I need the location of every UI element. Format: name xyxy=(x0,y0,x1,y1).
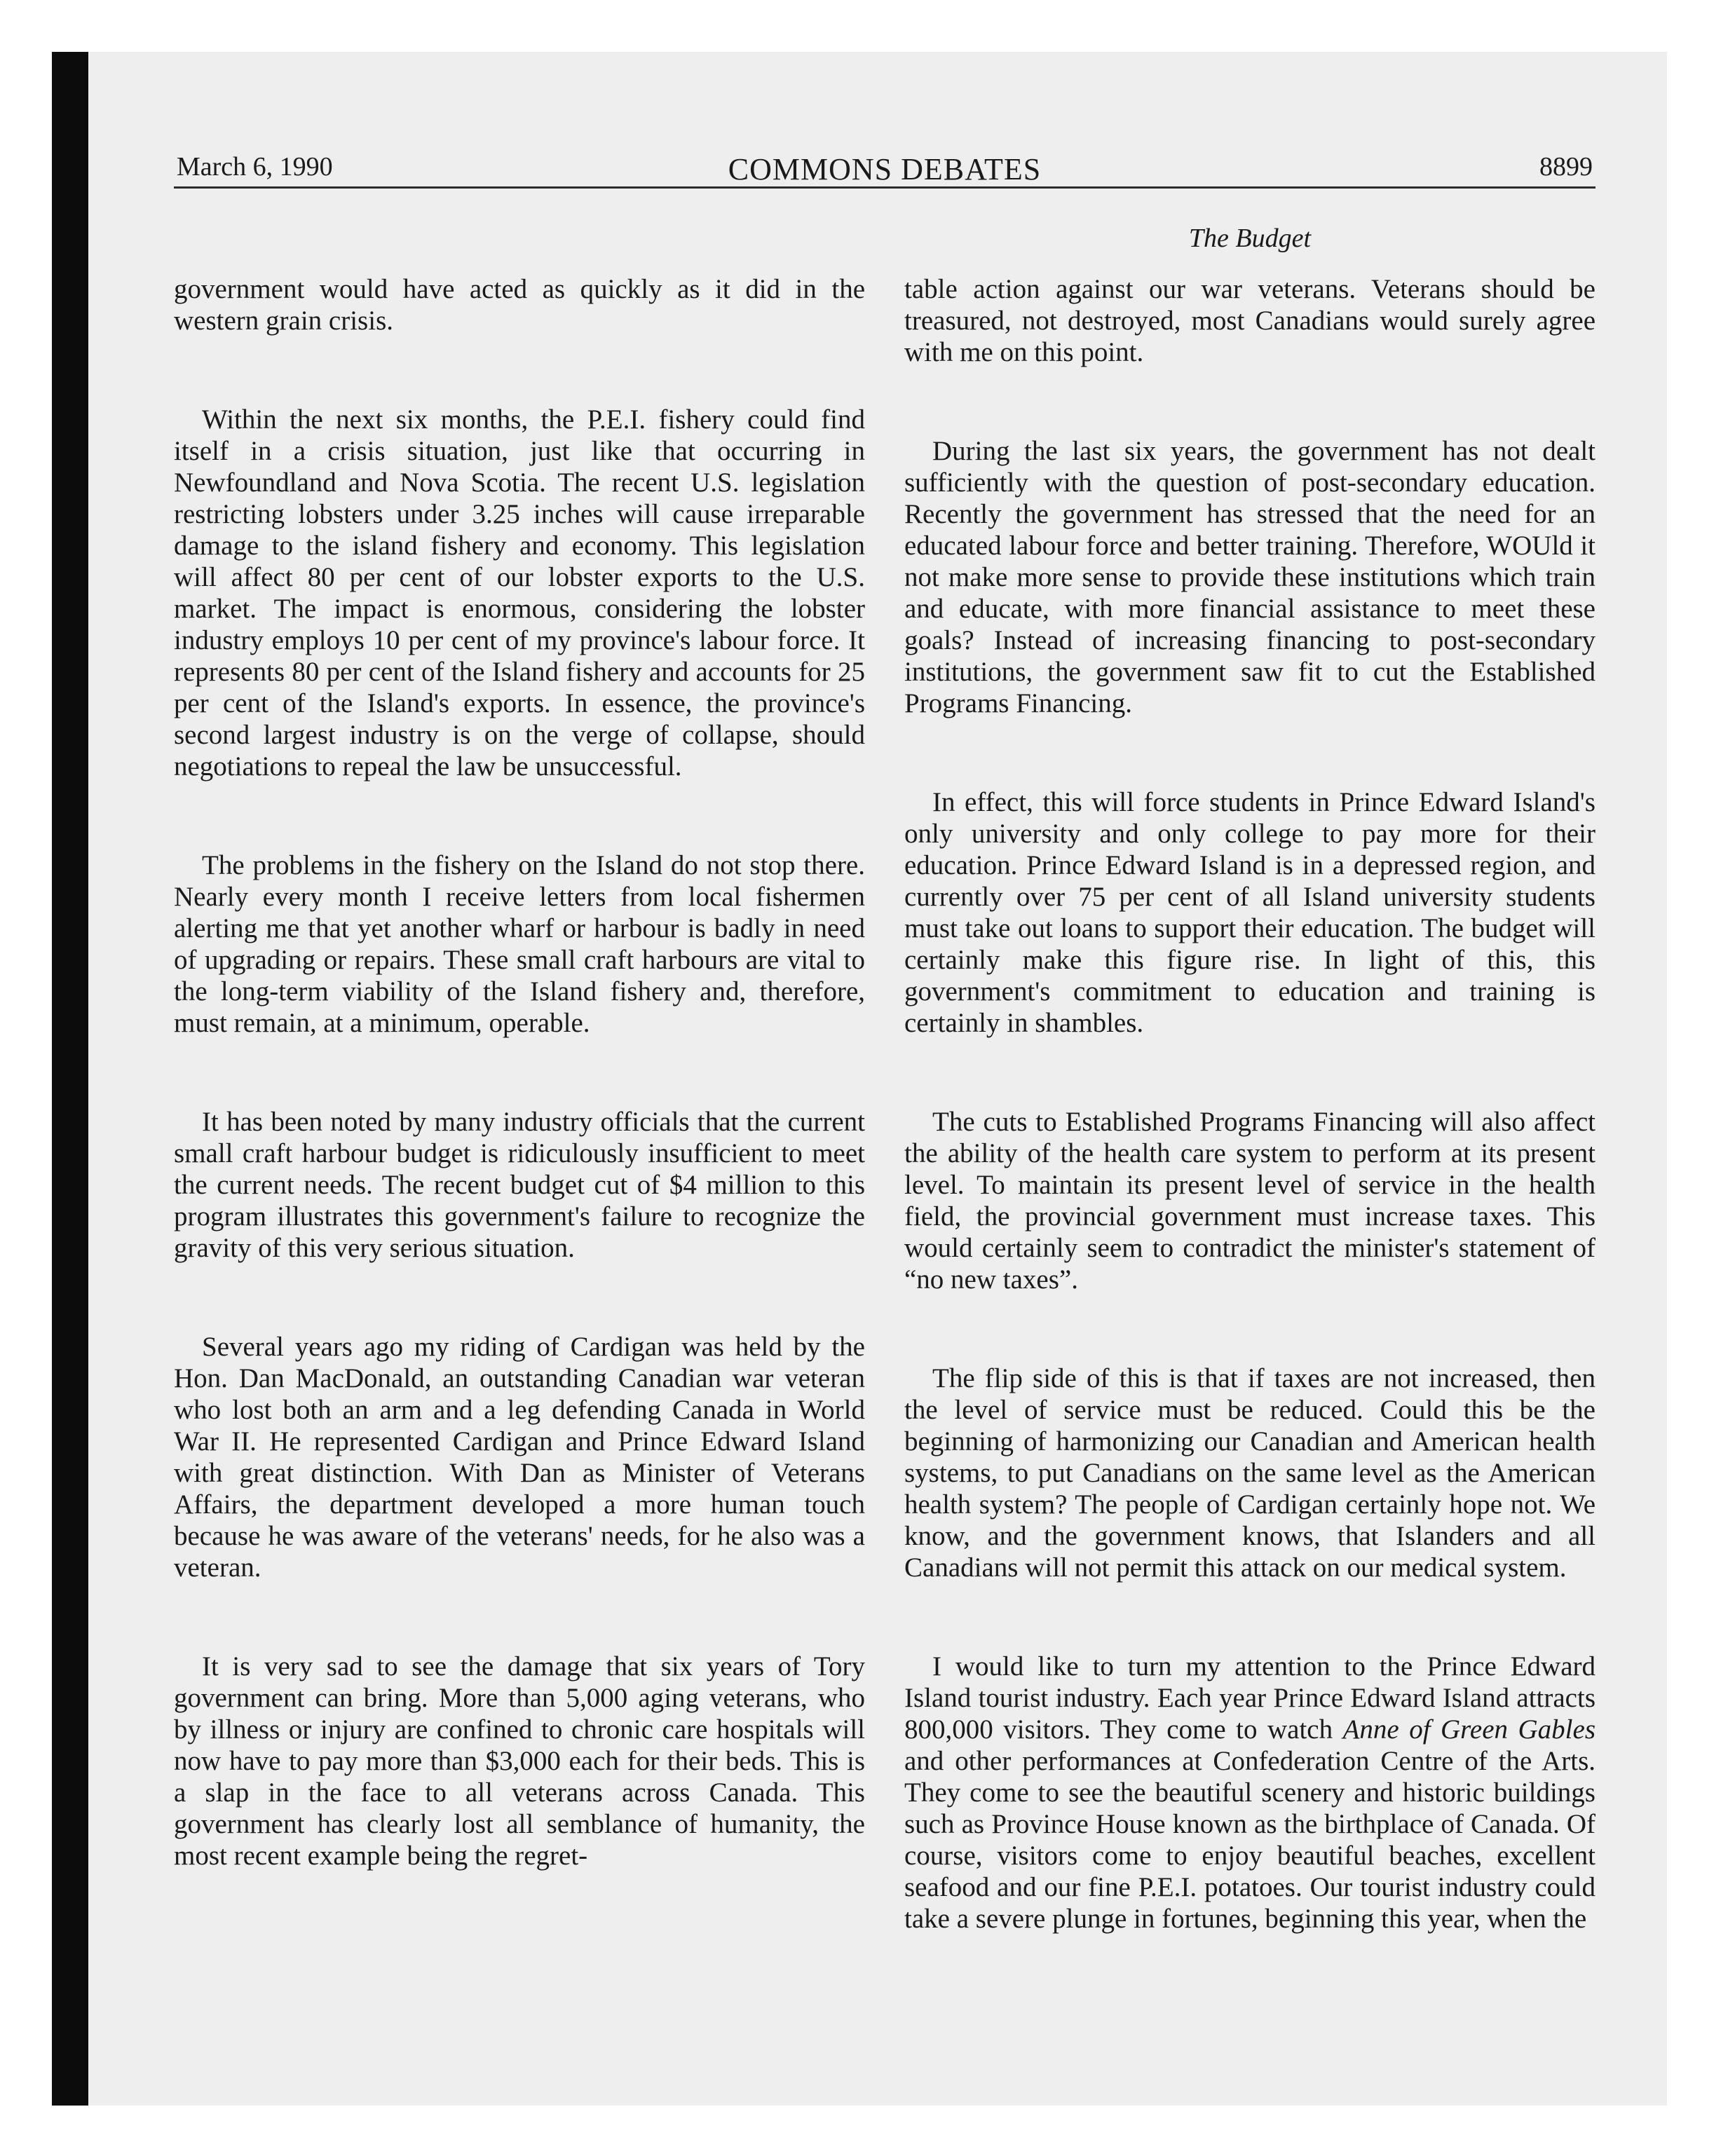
paragraph: It has been noted by many industry officials that the current small craft harbour budget is ridiculously insufficient to meet the current needs. The recent budget cut of $4 million to this program illustrates this government's failure to recognize the gravity of this very serious situation. xyxy=(174,1107,865,1263)
italic-title: Anne of Green Gables xyxy=(1342,1714,1595,1745)
header-title: COMMONS DEBATES xyxy=(728,152,1042,186)
paragraph: It is very sad to see the damage that six years of Tory government can bring. More than 5,000 aging veterans, who by illness or injury are confined to chronic care hospitals will now have to pay more than $3,000 each for their beds. This is a slap in the face to all veterans across Canada. This government has clearly lost all semblance of humanity, the most recent example being the regret- xyxy=(174,1651,865,1871)
paragraph: table action against our war veterans. Veterans should be treasured, not destroyed, most Canadians would surely agree with me on this point. xyxy=(904,274,1595,367)
paragraph: The flip side of this is that if taxes are not increased, then the level of service must be reduced. Could this be the beginning of harmonizing our Canadian and American health systems, to put Canadians on the same level as the American health system? The people of Cardigan certainly hope not. We know, and the government knows, that Islanders and all Canadians will not permit this attack on our medical system. xyxy=(904,1363,1595,1583)
paragraph: The cuts to Established Programs Financing will also affect the ability of the health care system to perform at its present level. To maintain its present level of service in the health field, the provincial government must increase taxes. This would certainly seem to contradict the minister's statement of “no new taxes”. xyxy=(904,1107,1595,1295)
paragraph: In effect, this will force students in Prince Edward Island's only university and only college to pay more for their education. Prince Edward Island is in a depressed region, and currently over 75 per cent of all Island university students must take out loans to support their education. The budget will certainly make this figure rise. In light of this, this government's commitment to education and training is certainly in shambles. xyxy=(904,787,1595,1038)
paragraph: During the last six years, the government has not dealt sufficiently with the question of post-secondary education. Recently the government has stressed that the need for an educated labour force and better training. Therefore, WOUld it not make more sense to provide these institutions which train and educate, with more financial assistance to meet these goals? Instead of increasing financing to post-secondary institutions, the government saw fit to cut the Established Programs Financing. xyxy=(904,436,1595,718)
paragraph: government would have acted as quickly as it did in the western grain crisis. xyxy=(174,274,865,336)
left-column xyxy=(174,273,865,1871)
paragraph xyxy=(904,1651,1595,1935)
scan-border xyxy=(52,52,88,2106)
paragraph-text: I would like to turn my attention to the Prince Edward Island tourist industry. Each year Prince Edward Island attracts 800,000 visitors. They come to watch xyxy=(904,1651,1595,1745)
paragraph: The problems in the fishery on the Island do not stop there. Nearly every month I receive letters from local fishermen alerting me that yet another wharf or harbour is badly in need of upgrading or repairs. These small craft harbours are vital to the long-term viability of the Island fishery and, therefore, must remain, at a minimum, operable. xyxy=(174,850,865,1038)
header-page-number: 8899 xyxy=(1539,152,1593,182)
section-title: The Budget xyxy=(1188,224,1312,253)
header-date: March 6, 1990 xyxy=(177,152,333,182)
paragraph: Within the next six months, the P.E.I. fishery could find itself in a crisis situation, just like that occurring in Newfoundland and Nova Scotia. The recent U.S. legislation restricting lobsters under 3.25 inches will cause irreparable damage to the island fishery and economy. This legislation will affect 80 per cent of our lobster exports to the U.S. market. The impact is enormous, considering the lobster industry employs 10 per cent of my province's labour force. It represents 80 per cent of the Island fishery and accounts for 25 per cent of the Island's exports. In essence, the province's second largest industry is on the verge of collapse, should negotiations to repeal the law be unsuccessful. xyxy=(174,404,865,782)
paragraph-text: and other performances at Confederation Centre of the Arts. They come to see the beautiful scenery and historic buildings such as Province House known as the birthplace of Canada. Of course, visitors come to enjoy beautiful beaches, excellent seafood and our fine P.E.I. potatoes. Our tourist industry could take a severe plunge in fortunes, beginning this year, when the xyxy=(904,1746,1595,1934)
page-header xyxy=(174,143,1595,189)
paragraph: Several years ago my riding of Cardigan was held by the Hon. Dan MacDonald, an outstanding Canadian war veteran who lost both an arm and a leg defending Canada in World War II. He represented Cardigan and Prince Edward Island with great distinction. With Dan as Minister of Veterans Affairs, the department developed a more human touch because he was aware of the veterans' needs, for he also was a veteran. xyxy=(174,1332,865,1583)
right-column xyxy=(904,273,1595,1935)
